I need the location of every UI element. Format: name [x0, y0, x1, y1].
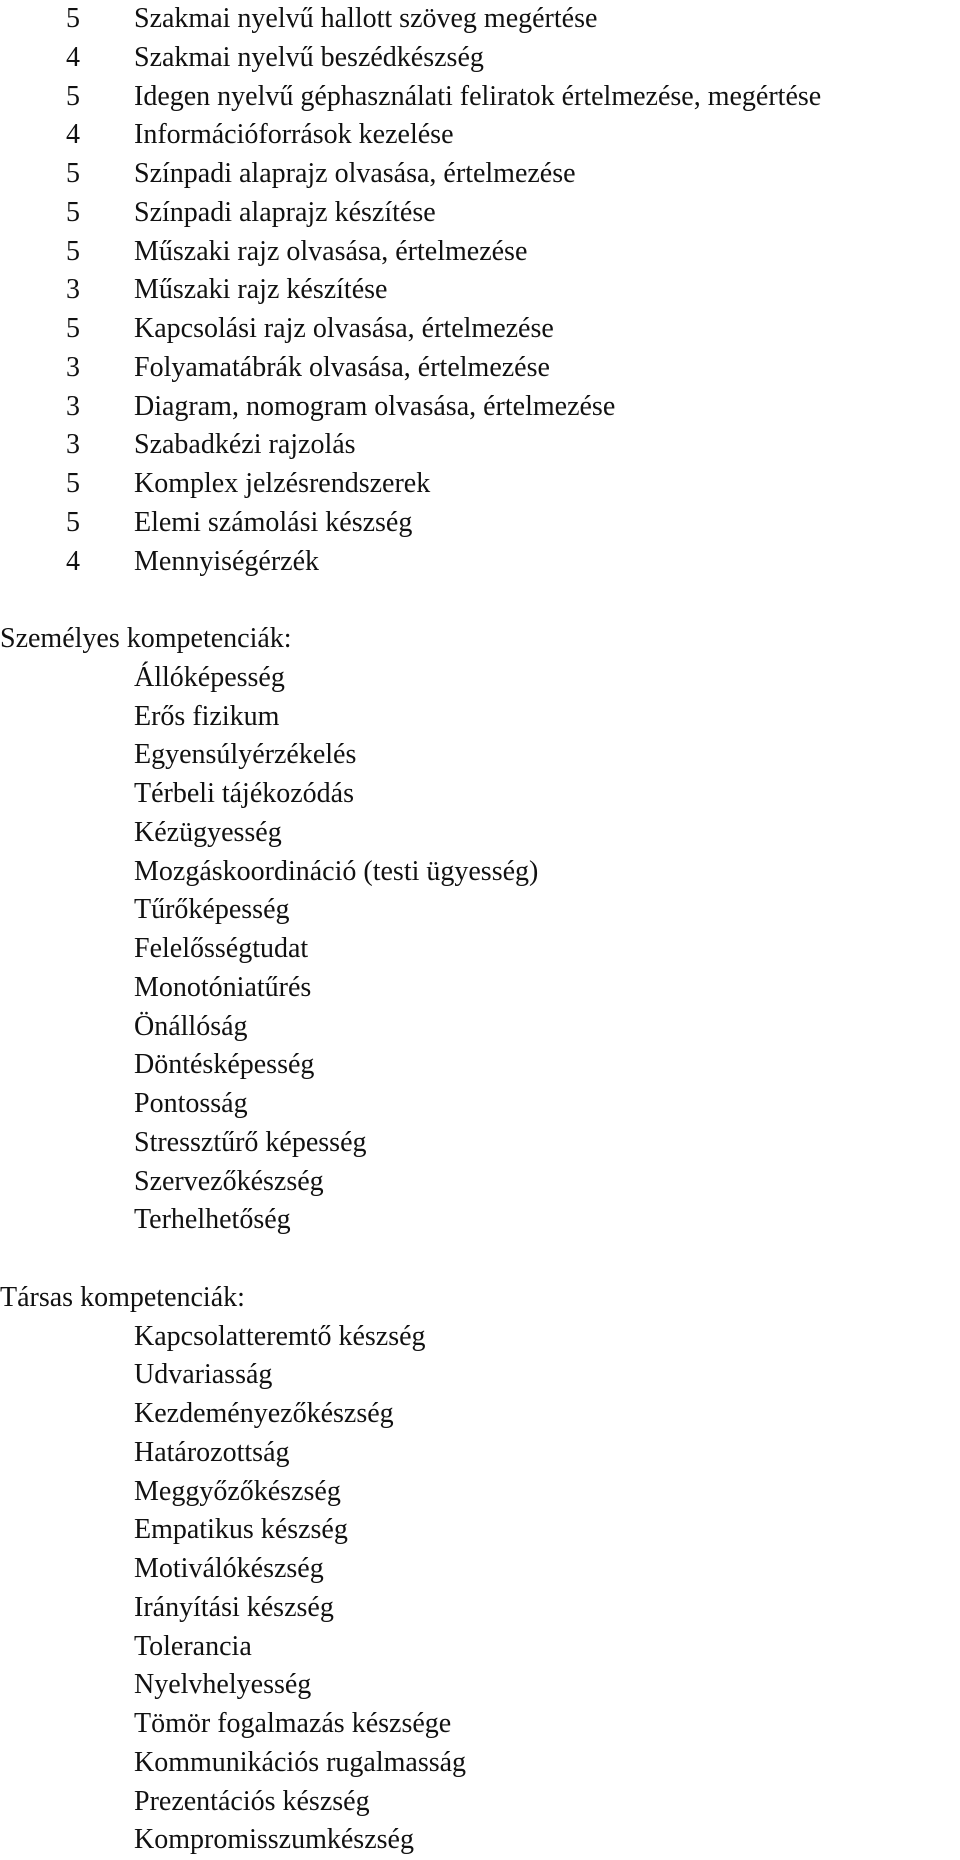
skill-label: Kapcsolási rajz olvasása, értelmezése [134, 313, 554, 344]
list-item: Kompromisszumkészség [134, 1824, 414, 1856]
skill-level: 4 [66, 545, 80, 577]
skill-level: 5 [66, 3, 80, 34]
skill-row [0, 543, 960, 582]
skill-level: 4 [66, 41, 80, 73]
skill-level: 5 [66, 196, 80, 228]
list-item: Terhelhetőség [134, 1204, 291, 1236]
list-item: Tűrőképesség [134, 894, 290, 926]
list-item: Nyelvhelyesség [134, 1669, 312, 1701]
list-item: Motiválókészség [134, 1553, 324, 1584]
skill-level: 5 [66, 313, 80, 344]
list-item: Prezentációs készség [134, 1785, 370, 1817]
personal-competencies-title: Személyes kompetenciák: [0, 623, 292, 654]
skill-level: 3 [66, 390, 80, 422]
skill-level: 5 [66, 235, 80, 267]
list-item: Állóképesség [134, 661, 285, 693]
list-item: Kezdeményezőkészség [134, 1398, 394, 1429]
skill-row [0, 233, 960, 272]
skill-row [0, 78, 960, 117]
skill-row [0, 271, 960, 310]
skill-label: Diagram, nomogram olvasása, értelmezése [134, 390, 616, 422]
skill-level: 3 [66, 351, 80, 383]
social-competencies-title: Társas kompetenciák: [0, 1281, 245, 1313]
list-item: Határozottság [134, 1436, 290, 1468]
list-item: Mozgáskoordináció (testi ügyesség) [134, 855, 539, 887]
skill-level: 4 [66, 119, 80, 151]
skill-level: 5 [66, 468, 80, 499]
list-item: Szervezőkészség [134, 1165, 324, 1197]
list-item: Kapcsolatteremtő készség [134, 1320, 426, 1352]
list-item: Kommunikációs rugalmasság [134, 1746, 467, 1778]
skill-row [0, 388, 960, 427]
skill-label: Szakmai nyelvű beszédkészség [134, 41, 484, 73]
skill-label: Színpadi alaprajz olvasása, értelmezése [134, 158, 576, 189]
skill-row [0, 116, 960, 155]
skill-level: 3 [66, 429, 80, 461]
skill-label: Információforrások kezelése [134, 119, 454, 151]
list-item: Empatikus készség [134, 1514, 348, 1546]
skill-level: 5 [66, 506, 80, 538]
social-competencies [0, 1279, 960, 1860]
skill-level: 5 [66, 158, 80, 189]
skill-row [0, 349, 960, 388]
section-spacer [0, 581, 960, 620]
skill-row [0, 194, 960, 233]
list-item: Döntésképesség [134, 1049, 315, 1081]
skill-label: Folyamatábrák olvasása, értelmezése [134, 351, 550, 383]
list-item: Tömör fogalmazás készsége [134, 1708, 452, 1739]
list-item: Monotóniatűrés [134, 971, 312, 1003]
skill-row [0, 0, 960, 39]
skill-label: Komplex jelzésrendszerek [134, 468, 431, 499]
list-item: Erős fizikum [134, 700, 280, 732]
skill-label: Műszaki rajz olvasása, értelmezése [134, 235, 528, 267]
skill-label: Idegen nyelvű géphasználati feliratok értelmezése, megértése [134, 80, 822, 112]
list-item: Pontosság [134, 1088, 248, 1119]
skill-label: Színpadi alaprajz készítése [134, 196, 436, 228]
list-item: Felelősségtudat [134, 933, 309, 964]
skill-row [0, 39, 960, 78]
list-item: Önállóság [134, 1010, 248, 1042]
skill-row [0, 465, 960, 504]
section-spacer [0, 1240, 960, 1279]
list-item: Kézügyesség [134, 816, 282, 848]
skill-row [0, 426, 960, 465]
list-item: Egyensúlyérzékelés [134, 739, 357, 771]
list-item: Stressztűrő képesség [134, 1126, 367, 1158]
list-item: Meggyőzőkészség [134, 1475, 341, 1507]
skill-row [0, 504, 960, 543]
skill-label: Szakmai nyelvű hallott szöveg megértése [134, 3, 598, 34]
list-item: Tolerancia [134, 1630, 252, 1662]
skill-level: 3 [66, 274, 80, 306]
skill-row [0, 310, 960, 349]
skill-row [0, 155, 960, 194]
skill-label: Műszaki rajz készítése [134, 274, 388, 306]
skill-label: Szabadkézi rajzolás [134, 429, 356, 461]
skill-level: 5 [66, 80, 80, 112]
skills-list [0, 0, 960, 581]
list-item: Térbeli tájékozódás [134, 778, 355, 809]
list-item: Irányítási készség [134, 1591, 334, 1623]
personal-competencies [0, 620, 960, 1240]
skill-label: Mennyiségérzék [134, 545, 320, 577]
list-item: Udvariasság [134, 1359, 273, 1391]
skill-label: Elemi számolási készség [134, 506, 413, 538]
